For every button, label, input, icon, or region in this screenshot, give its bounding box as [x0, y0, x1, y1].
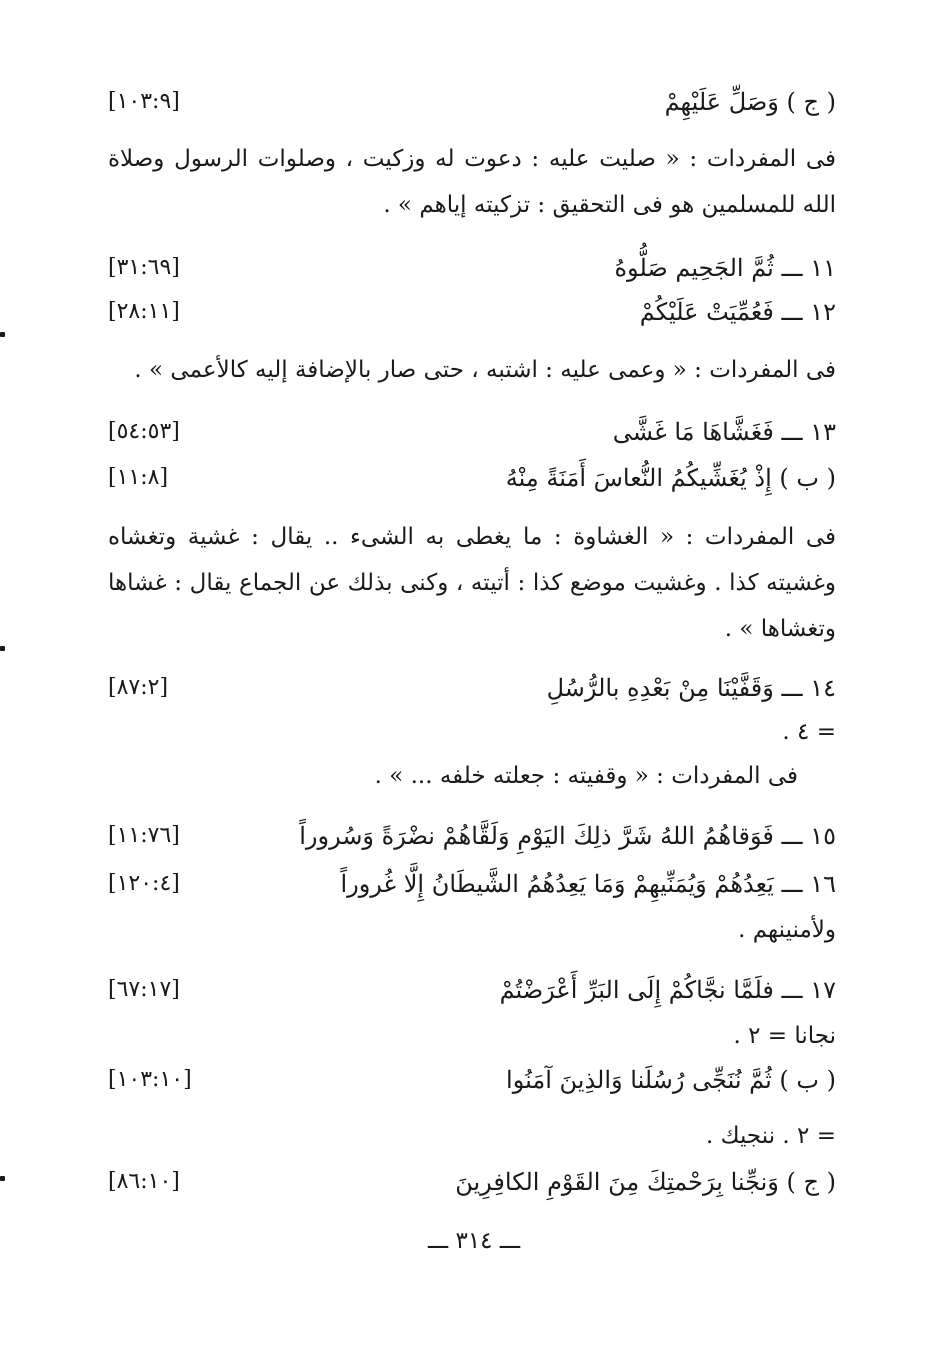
verse-line — [108, 968, 836, 1012]
verse-text: ١٥ ـــ فَوَقاهُمُ اللهُ شَرَّ ذلِكَ اليَوْمِ وَلَقَّاهُمْ نضْرَةً وَسُروراً — [299, 822, 836, 850]
verse-line — [108, 862, 836, 906]
verse-reference: [٨٦:١٠] — [108, 1169, 180, 1194]
verse-text: ( ج ) وَنجِّنا بِرَحْمتِكَ مِنَ القَوْمِ الكافِرِينَ — [455, 1168, 836, 1196]
verse-text: ١٢ ـــ فَعُمِّيَتْ عَلَيْكُمْ — [639, 298, 836, 326]
cross-reference-note: نجانا = ٢ . — [733, 1023, 836, 1049]
verse-line — [108, 1160, 836, 1204]
verse-reference: [١١:٨] — [108, 465, 169, 490]
mufradat-quote: فى المفردات : « وعمى عليه : اشتبه ، حتى صار بالإضافة إليه كالأعمى » . — [134, 357, 836, 383]
verse-reference: [٦٧:١٧] — [108, 977, 180, 1002]
scan-edge-mark — [0, 1176, 5, 1181]
page-number: ـــ ٣١٤ ـــ — [427, 1228, 521, 1254]
cross-reference-note: = ٤ . — [782, 719, 836, 745]
verse-reference: [٢٨:١١] — [108, 299, 180, 324]
cross-reference-note: = ٢ . ننجيك . — [705, 1123, 836, 1149]
verse-text: ١١ ـــ ثُمَّ الجَحِيم صَلُّوهُ — [614, 254, 836, 282]
verse-line — [108, 456, 836, 500]
mufradat-quote: فى المفردات : « صليت عليه : دعوت له وزكيت ، وصلوات الرسول وصلاة الله للمسلمين هو فى التحقيق : تزكيته إياهم » . — [108, 146, 836, 218]
scan-edge-mark — [0, 332, 5, 337]
cross-reference-note: ولأمنينهم . — [738, 917, 836, 943]
verse-line — [108, 246, 836, 290]
verse-reference: [٥٤:٥٣] — [108, 419, 180, 444]
verse-text: ( ب ) ثُمَّ نُنَجِّى رُسُلَنا وَالذِينَ آمَنُوا — [506, 1066, 836, 1094]
verse-line — [108, 1058, 836, 1102]
scan-edge-mark — [0, 646, 5, 651]
mufradat-quote: فى المفردات : « وقفيته : جعلته خلفه ... » . — [374, 763, 798, 789]
verse-reference: [٣١:٦٩] — [108, 255, 180, 280]
verse-line — [108, 666, 836, 710]
verse-text: ( ب ) إِذْ يُغَشِّيكُمُ النُّعاسَ أَمَنَةً مِنْهُ — [505, 464, 836, 492]
verse-reference: [١١:٧٦] — [108, 823, 180, 848]
verse-line — [108, 80, 836, 124]
verse-line — [108, 410, 836, 454]
verse-text: ١٧ ـــ فلَمَّا نجَّاكُمْ إِلَى البَرِّ أَعْرَضْتُمْ — [499, 976, 836, 1004]
verse-text: ١٤ ـــ وَقَفَّيْنَا مِنْ بَعْدِهِ بالرُّسُلِ — [546, 674, 836, 702]
mufradat-quote: فى المفردات : « الغشاوة : ما يغطى به الشىء .. يقال : غشية وتغشاه وغشيته كذا . وغشيت موضع كذا : أتيته ، وكنى بذلك عن الجماع يقال : غشاها وتغشاها » . — [108, 524, 836, 642]
verse-text: ١٦ ـــ يَعِدُهُمْ وَيُمَنِّيهِمْ وَمَا يَعِدُهُمُ الشَّيطَانُ إِلَّا غُروراً — [340, 870, 836, 898]
verse-reference: [١٠٣:٩] — [108, 89, 180, 114]
verse-text: ١٣ ـــ فَغَشَّاهَا مَا غَشَّى — [612, 418, 836, 446]
verse-reference: [١٢٠:٤] — [108, 871, 180, 896]
verse-reference: [٨٧:٢] — [108, 675, 169, 700]
verse-line — [108, 814, 836, 858]
verse-line — [108, 290, 836, 334]
verse-reference: [١٠٣:١٠] — [108, 1067, 192, 1092]
verse-text: ( ج ) وَصَلِّ عَلَيْهِمْ — [664, 88, 836, 116]
